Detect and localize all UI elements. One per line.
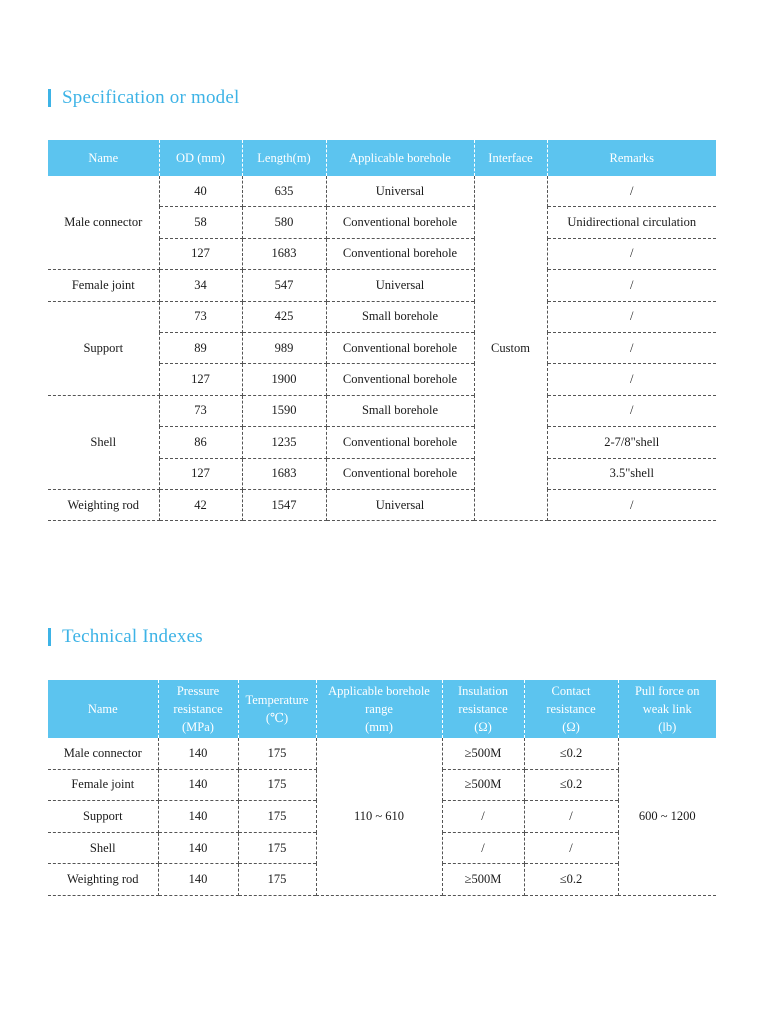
- header-cell: Applicable borehole: [326, 140, 474, 176]
- temperature-cell: 175: [238, 801, 316, 833]
- length-cell: 989: [242, 332, 326, 363]
- remarks-cell: /: [547, 364, 716, 395]
- header-line: weak link: [642, 702, 692, 716]
- length-cell: 425: [242, 301, 326, 332]
- contact-cell: /: [524, 832, 618, 864]
- header-cell: Interface: [474, 140, 547, 176]
- od-cell: 127: [159, 458, 242, 489]
- table-row: [48, 270, 716, 301]
- remarks-cell: 2-7/8"shell: [547, 427, 716, 458]
- temperature-cell: 175: [238, 738, 316, 769]
- remarks-cell: /: [547, 301, 716, 332]
- borehole-cell: Universal: [326, 176, 474, 207]
- length-cell: 1683: [242, 458, 326, 489]
- component-name: Shell: [48, 832, 158, 864]
- borehole-cell: Conventional borehole: [326, 364, 474, 395]
- header-cell: [238, 680, 316, 738]
- tech-section-title: [48, 625, 203, 649]
- title-accent-bar: [48, 628, 51, 646]
- insulation-cell: ≥500M: [442, 769, 524, 801]
- header-line: (lb): [658, 720, 677, 734]
- borehole-cell: Universal: [326, 270, 474, 301]
- header-line: Pull force on: [634, 684, 700, 698]
- component-name: Female joint: [48, 270, 159, 301]
- remarks-cell: 3.5"shell: [547, 458, 716, 489]
- length-cell: 1900: [242, 364, 326, 395]
- pressure-cell: 140: [158, 769, 238, 801]
- table-row: [48, 176, 716, 207]
- borehole-cell: Conventional borehole: [326, 458, 474, 489]
- temperature-cell: 175: [238, 832, 316, 864]
- insulation-cell: /: [442, 801, 524, 833]
- borehole-cell: Small borehole: [326, 395, 474, 426]
- temperature-cell: 175: [238, 769, 316, 801]
- pressure-cell: 140: [158, 864, 238, 896]
- contact-cell: ≤0.2: [524, 769, 618, 801]
- pressure-cell: 140: [158, 801, 238, 833]
- component-name: Weighting rod: [48, 864, 158, 896]
- length-cell: 1683: [242, 238, 326, 269]
- header-line: (Ω): [562, 720, 580, 734]
- insulation-cell: ≥500M: [442, 738, 524, 769]
- length-cell: 635: [242, 176, 326, 207]
- remarks-cell: Unidirectional circulation: [547, 207, 716, 238]
- component-name: Male connector: [48, 176, 159, 270]
- pressure-cell: 140: [158, 832, 238, 864]
- specification-table: [48, 140, 716, 521]
- header-line: range: [365, 702, 393, 716]
- header-cell: [442, 680, 524, 738]
- length-cell: 1235: [242, 427, 326, 458]
- length-cell: 1590: [242, 395, 326, 426]
- table-row: [48, 395, 716, 426]
- header-line: (Ω): [474, 720, 492, 734]
- borehole-range-cell: 110 ~ 610: [316, 738, 442, 895]
- spec-section-title-text: Specification or model: [62, 87, 240, 108]
- header-line: resistance: [173, 702, 223, 716]
- header-cell: Name: [48, 140, 159, 176]
- length-cell: 580: [242, 207, 326, 238]
- od-cell: 89: [159, 332, 242, 363]
- od-cell: 42: [159, 489, 242, 520]
- od-cell: 58: [159, 207, 242, 238]
- tech-section-title-text: Technical Indexes: [62, 626, 203, 647]
- header-cell: [158, 680, 238, 738]
- pull-force-cell: 600 ~ 1200: [618, 738, 716, 895]
- technical-indexes-table: [48, 680, 716, 896]
- remarks-cell: /: [547, 176, 716, 207]
- header-line: Temperature: [245, 693, 309, 707]
- table-row: [48, 738, 716, 769]
- borehole-cell: Conventional borehole: [326, 238, 474, 269]
- header-cell: [316, 680, 442, 738]
- remarks-cell: /: [547, 238, 716, 269]
- length-cell: 547: [242, 270, 326, 301]
- contact-cell: ≤0.2: [524, 864, 618, 896]
- spec-section-title: [48, 86, 239, 110]
- header-cell: OD (mm): [159, 140, 242, 176]
- spec-header-row: [48, 140, 716, 176]
- header-cell: [48, 680, 158, 738]
- borehole-cell: Small borehole: [326, 301, 474, 332]
- header-line: resistance: [458, 702, 508, 716]
- header-line: Insulation: [458, 684, 508, 698]
- contact-cell: ≤0.2: [524, 738, 618, 769]
- header-cell: Remarks: [547, 140, 716, 176]
- od-cell: 73: [159, 301, 242, 332]
- od-cell: 86: [159, 427, 242, 458]
- insulation-cell: ≥500M: [442, 864, 524, 896]
- header-cell: Length(m): [242, 140, 326, 176]
- component-name: Support: [48, 801, 158, 833]
- borehole-cell: Conventional borehole: [326, 207, 474, 238]
- borehole-cell: Conventional borehole: [326, 332, 474, 363]
- header-line: (mm): [365, 720, 393, 734]
- header-cell: [524, 680, 618, 738]
- od-cell: 127: [159, 238, 242, 269]
- component-name: Weighting rod: [48, 489, 159, 520]
- header-cell: [618, 680, 716, 738]
- borehole-cell: Conventional borehole: [326, 427, 474, 458]
- header-line: Pressure: [176, 684, 220, 698]
- remarks-cell: /: [547, 489, 716, 520]
- header-line: Contact: [551, 684, 591, 698]
- remarks-cell: /: [547, 395, 716, 426]
- header-line: (℃): [265, 711, 289, 725]
- component-name: Support: [48, 301, 159, 395]
- od-cell: 40: [159, 176, 242, 207]
- borehole-cell: Universal: [326, 489, 474, 520]
- pressure-cell: 140: [158, 738, 238, 769]
- temperature-cell: 175: [238, 864, 316, 896]
- contact-cell: /: [524, 801, 618, 833]
- table-row: [48, 301, 716, 332]
- od-cell: 73: [159, 395, 242, 426]
- table-row: [48, 489, 716, 520]
- insulation-cell: /: [442, 832, 524, 864]
- header-line: (MPa): [182, 720, 214, 734]
- tech-header-row: [48, 680, 716, 738]
- header-line: Applicable borehole: [328, 684, 430, 698]
- title-accent-bar: [48, 89, 51, 107]
- remarks-cell: /: [547, 332, 716, 363]
- component-name: Female joint: [48, 769, 158, 801]
- od-cell: 127: [159, 364, 242, 395]
- od-cell: 34: [159, 270, 242, 301]
- header-line: Name: [87, 702, 118, 716]
- header-line: resistance: [546, 702, 596, 716]
- length-cell: 1547: [242, 489, 326, 520]
- remarks-cell: /: [547, 270, 716, 301]
- interface-cell: Custom: [474, 176, 547, 521]
- component-name: Shell: [48, 395, 159, 489]
- component-name: Male connector: [48, 738, 158, 769]
